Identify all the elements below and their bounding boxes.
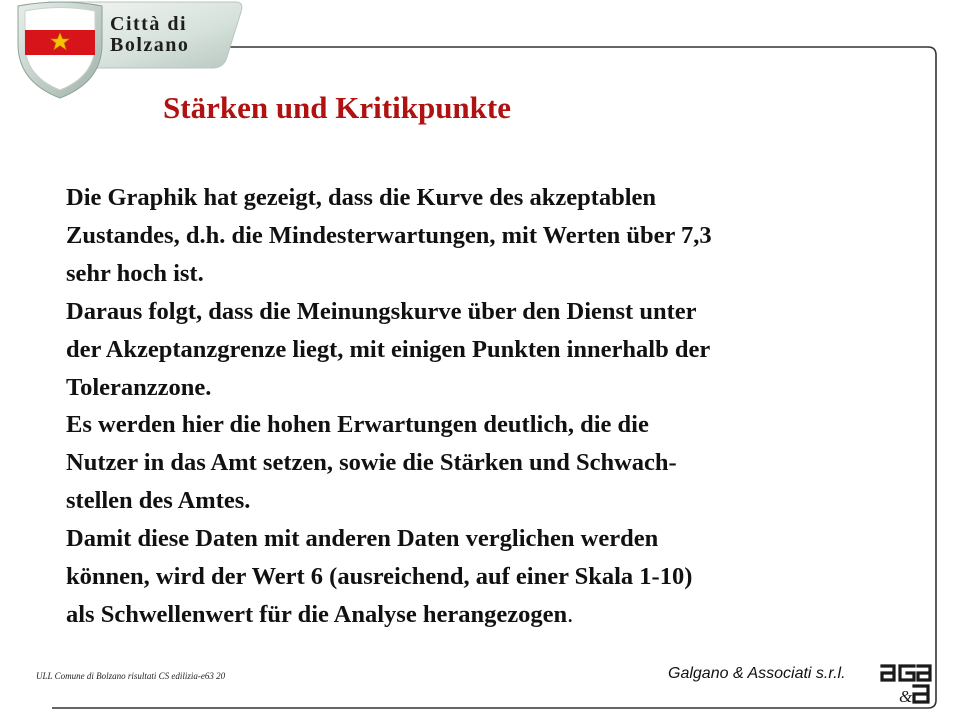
body-line-last	[66, 596, 926, 634]
body-line: Nutzer in das Amt setzen, sowie die Stärken und Schwach-	[66, 449, 677, 477]
body-line: können, wird der Wert 6 (ausreichend, auf einer Skala 1-10)	[66, 563, 693, 591]
city-name-line2: Bolzano	[110, 34, 190, 56]
body-line: sehr hoch ist.	[66, 259, 204, 287]
body-text	[66, 179, 926, 634]
final-period: .	[567, 600, 574, 628]
body-line-text: als Schwellenwert für die Analyse herangezogen	[66, 600, 568, 628]
body-line: stellen des Amtes.	[66, 487, 251, 515]
slide-title: Stärken und Kritikpunkte	[163, 90, 511, 125]
galgano-associati-logo-icon	[880, 662, 932, 706]
footer-source-note: ULL Comune di Bolzano risultati CS edilizia-e63 20	[36, 671, 226, 681]
city-name	[110, 14, 189, 56]
body-line: der Akzeptanzgrenze liegt, mit einigen Punkten innerhalb der	[66, 335, 711, 363]
footer-company-name: Galgano & Associati s.r.l.	[668, 665, 846, 682]
body-line: Daraus folgt, dass die Meinungskurve über den Dienst unter	[66, 297, 697, 325]
body-line: Toleranzzone.	[66, 373, 212, 401]
body-line: Damit diese Daten mit anderen Daten verglichen werden	[66, 525, 659, 553]
body-line: Es werden hier die hohen Erwartungen deutlich, die die	[66, 411, 649, 439]
body-line: Zustandes, d.h. die Mindesterwartungen, mit Werten über 7,3	[66, 221, 712, 249]
city-name-line1: Città di	[110, 13, 187, 35]
svg-text:&: &	[899, 687, 913, 706]
body-line: Die Graphik hat gezeigt, dass die Kurve des akzeptablen	[66, 184, 657, 211]
